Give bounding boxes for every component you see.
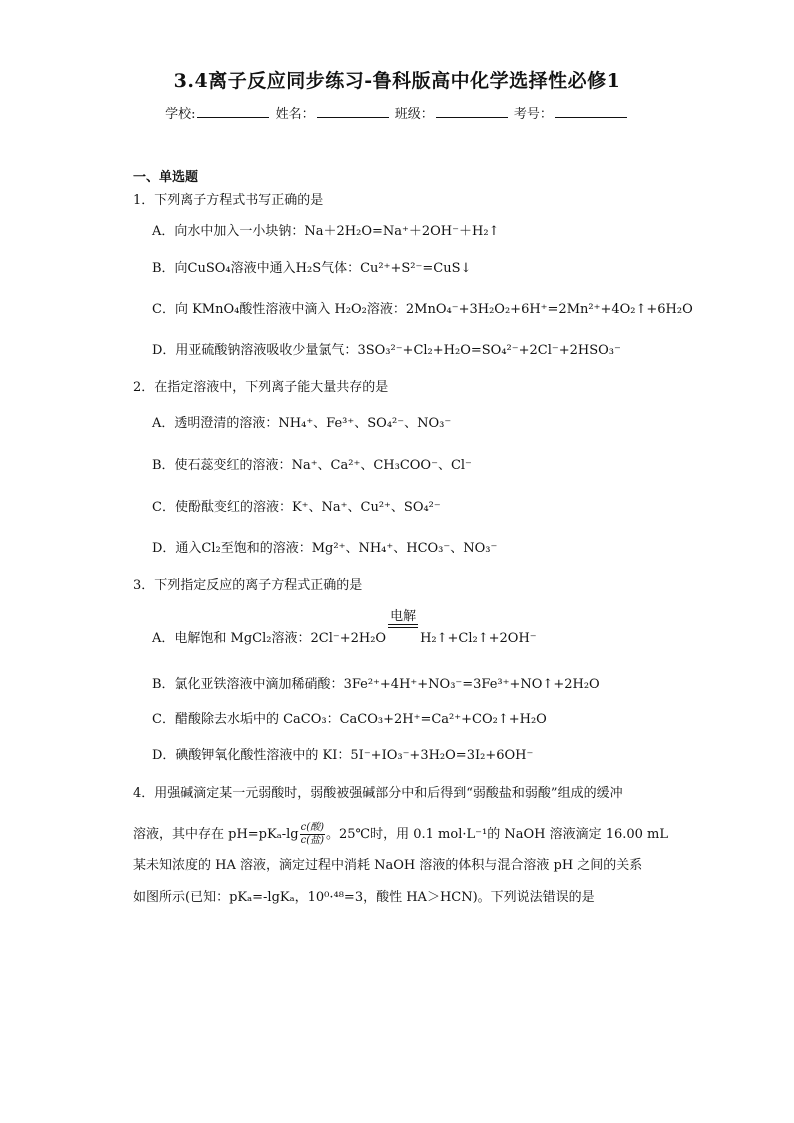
question-3-option-c[interactable]: C．醋酸除去水垢中的 CaCO₃：CaCO₃+2H⁺=Ca²⁺+CO₂↑+H₂O: [152, 712, 547, 727]
equation: 3SO₃²⁻+Cl₂+H₂O=SO₄²⁻+2Cl⁻+2HSO₃⁻: [357, 343, 621, 358]
exam-number-blank[interactable]: [555, 105, 627, 118]
question-2-option-a[interactable]: A．透明澄清的溶液：NH₄⁺、Fe³⁺、SO₄²⁻、NO₃⁻: [152, 416, 452, 431]
question-4-line-3: 某未知浓度的 HA 溶液，滴定过程中消耗 NaOH 溶液的体积与混合溶液 pH 之间的关系: [133, 858, 643, 873]
equation-left: 2Cl⁻+2H₂O: [310, 631, 387, 646]
question-3-option-a[interactable]: A．电解饱和 MgCl₂溶液：2Cl⁻+2H₂O 电解 H₂↑+Cl₂↑+2OH⁻: [152, 609, 537, 646]
question-3-option-d[interactable]: D．碘酸钾氧化酸性溶液中的 KI：5I⁻+IO₃⁻+3H₂O=3I₂+6OH⁻: [152, 748, 534, 763]
question-2-option-b[interactable]: B．使石蕊变红的溶液：Na⁺、Ca²⁺、CH₃COO⁻、Cl⁻: [152, 458, 472, 473]
question-3-stem: 3．下列指定反应的离子方程式正确的是: [133, 578, 363, 593]
ion-list: NH₄⁺、Fe³⁺、SO₄²⁻、NO₃⁻: [278, 416, 452, 431]
question-3-option-b[interactable]: B．氯化亚铁溶液中滴加稀硝酸：3Fe²⁺+4H⁺+NO₃⁻=3Fe³⁺+NO↑+2H₂O: [152, 677, 600, 692]
ion-list: Na⁺、Ca²⁺、CH₃COO⁻、Cl⁻: [291, 458, 472, 473]
concentration-fraction: $\frac{\text{c(酸)}}{\text{c(盐)}}$: [300, 822, 325, 846]
question-2-option-d[interactable]: D．通入Cl₂至饱和的溶液：Mg²⁺、NH₄⁺、HCO₃⁻、NO₃⁻: [152, 541, 498, 556]
equation: Na＋2H₂O=Na⁺＋2OH⁻＋H₂↑: [304, 224, 500, 239]
question-1-option-b[interactable]: B．向CuSO₄溶液中通入H₂S气体：Cu²⁺+S²⁻=CuS↓: [152, 261, 472, 276]
ion-list: K⁺、Na⁺、Cu²⁺、SO₄²⁻: [291, 500, 441, 515]
class-label: 班级：: [394, 107, 434, 122]
question-1-option-a[interactable]: A．向水中加入一小块钠：Na＋2H₂O=Na⁺＋2OH⁻＋H₂↑: [152, 224, 500, 239]
class-blank[interactable]: [436, 105, 508, 118]
document-title: 3.4离子反应同步练习-鲁科版高中化学选择性必修1: [173, 70, 621, 92]
student-info-line: [0, 103, 794, 122]
equation: CaCO₃+2H⁺=Ca²⁺+CO₂↑+H₂O: [339, 712, 547, 727]
equation: 3Fe²⁺+4H⁺+NO₃⁻=3Fe³⁺+NO↑+2H₂O: [343, 677, 600, 692]
equation: Cu²⁺+S²⁻=CuS↓: [360, 261, 472, 276]
question-4-line-2: 溶液，其中存在 pH=pKₐ-lg $\frac{\text{c(酸)}}{\text{c(盐)}}$ 。25℃时，用 0.1 mol·L⁻¹的 NaOH 溶液滴定 16.00 mL: [133, 822, 669, 846]
school-blank[interactable]: [197, 105, 269, 118]
school-label: 学校:: [165, 107, 196, 122]
question-1-option-c[interactable]: C．向 KMnO₄酸性溶液中滴入 H₂O₂溶液：2MnO₄⁻+3H₂O₂+6H⁺=2Mn²⁺+4O₂↑+6H₂O: [152, 302, 693, 317]
question-4-line-1: 4．用强碱滴定某一元弱酸时，弱酸被强碱部分中和后得到“弱酸盐和弱酸”组成的缓冲: [133, 786, 623, 801]
question-1-option-d[interactable]: D．用亚硫酸钠溶液吸收少量氯气：3SO₃²⁻+Cl₂+H₂O=SO₄²⁻+2Cl⁻+2HSO₃⁻: [152, 343, 621, 358]
question-4-line-4: 如图所示(已知：pKₐ=-lgKₐ，10⁰·⁴⁸=3，酸性 HA＞HCN)。下列说法错误的是: [133, 890, 595, 905]
equation: 5I⁻+IO₃⁻+3H₂O=3I₂+6OH⁻: [350, 748, 534, 763]
name-label: 姓名：: [275, 107, 315, 122]
question-2-option-c[interactable]: C．使酚酞变红的溶液：K⁺、Na⁺、Cu²⁺、SO₄²⁻: [152, 500, 441, 515]
name-blank[interactable]: [317, 105, 389, 118]
question-1-stem: 1．下列离子方程式书写正确的是: [133, 193, 324, 208]
equation-right: H₂↑+Cl₂↑+2OH⁻: [420, 631, 537, 646]
equation: 2MnO₄⁻+3H₂O₂+6H⁺=2Mn²⁺+4O₂↑+6H₂O: [405, 302, 693, 317]
electrolysis-arrow: 电解: [388, 610, 418, 633]
exam-number-label: 考号：: [513, 107, 553, 122]
section-heading: 一、单选题: [133, 170, 199, 185]
question-2-stem: 2．在指定溶液中，下列离子能大量共存的是: [133, 380, 389, 395]
ion-list: Mg²⁺、NH₄⁺、HCO₃⁻、NO₃⁻: [311, 541, 498, 556]
